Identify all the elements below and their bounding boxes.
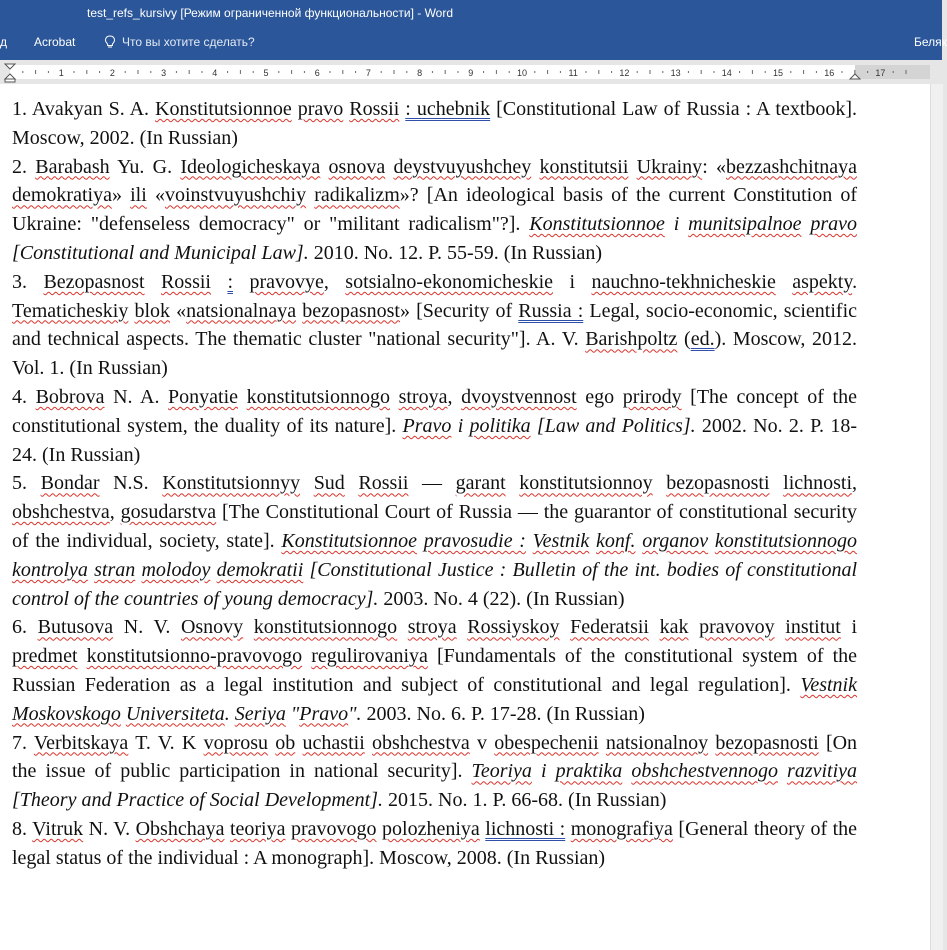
spelling-flagged-word: bezzashchitnaya (726, 155, 858, 178)
spelling-flagged-word: bezopasnosti (666, 472, 770, 495)
spelling-flagged-word: pravo (810, 213, 858, 236)
text-run (211, 271, 227, 293)
text-run (708, 530, 715, 552)
spelling-flagged-word: Barishpoltz (585, 328, 678, 351)
spelling-flagged-word: Ukrainy (636, 155, 703, 178)
text-run (457, 616, 468, 638)
text-run: » (111, 184, 131, 207)
spelling-flagged-word: lichnosti (783, 472, 853, 495)
reference-entry[interactable] (12, 383, 857, 469)
spelling-flagged-word: Sud (313, 472, 345, 495)
spelling-flagged-word: konstitutsionnogo (253, 616, 398, 639)
text-run (770, 472, 784, 494)
spelling-flagged-word: pravo (297, 98, 344, 120)
spelling-flagged-word: Obshchaya (135, 817, 225, 840)
text-run: N. A. (104, 385, 169, 408)
spelling-flagged-word: konf. (596, 529, 636, 552)
text-run: " (285, 702, 300, 725)
text-run: . (852, 270, 858, 293)
text-run (628, 156, 636, 178)
spelling-flagged-word: sotsialno-ekonomicheskie (345, 270, 554, 293)
spelling-flagged-word: deystvuyushchey (393, 155, 532, 178)
spelling-flagged-word: dvoystvennost (461, 385, 577, 408)
spelling-flagged-word: Bezopasnost (43, 270, 145, 293)
text-run: — (408, 472, 456, 495)
spelling-flagged-word: Ponyatie (168, 385, 239, 408)
spelling-flagged-word: konstitutsii (539, 155, 629, 178)
spelling-flagged-word: praktika (555, 760, 623, 783)
text-run (300, 472, 314, 494)
ruler-number: 6 (314, 68, 320, 78)
document-body[interactable] (12, 95, 857, 873)
spelling-flagged-word: natsionalnaya (186, 299, 297, 322)
window-title: test_refs_kursivy [Режим ограниченной функциональности] - Word (87, 6, 454, 20)
text-run: , (447, 385, 462, 408)
spelling-flagged-word: blok (134, 299, 171, 322)
spelling-flagged-word: garant (455, 472, 506, 495)
spelling-flagged-word: Rossii (349, 98, 400, 120)
spelling-flagged-word: Moskovskogo (12, 702, 121, 725)
spelling-flagged-word: konstitutsionno-pravovogo (86, 645, 303, 668)
spelling-flagged-word: Konstitutsionnoe (155, 98, 292, 120)
text-run: [Constitutional Law of Russia : A textbook]. Moscow, 2002. (In Russian) (12, 98, 858, 149)
text-run: [The Constitutional Court of Russia — the guarantor of constitutional security of the individual, society, state]. (12, 501, 857, 552)
grammar-flagged-text: : (227, 270, 233, 293)
text-run: » [Security of (399, 299, 519, 322)
spelling-flagged-word: konstitutsionnogo (714, 529, 858, 552)
text-run: 3. (12, 270, 44, 293)
spelling-flagged-word: bezopasnosti (715, 731, 819, 754)
text-run: i (553, 270, 592, 293)
text-run: i (664, 213, 689, 236)
text-run (417, 530, 424, 552)
text-run: N.S. (99, 472, 163, 495)
spelling-flagged-word: Barabash (35, 155, 110, 178)
ruler-number: 10 (516, 68, 528, 78)
text-run (776, 271, 792, 293)
text-run (306, 184, 314, 206)
grammar-flagged-text: ed. (690, 328, 715, 351)
spelling-flagged-word: Vestnik (800, 673, 857, 696)
spelling-flagged-word: Osnovy (180, 616, 244, 639)
text-run (689, 616, 700, 638)
text-run: : « (702, 155, 726, 178)
ruler-number: 8 (417, 68, 423, 78)
text-run: i (451, 414, 470, 437)
spelling-flagged-word: pravosudie : (423, 529, 526, 552)
spelling-flagged-word: Rossiyskoy (467, 616, 560, 639)
text-run: [Theory and Practice of Social Development]. (12, 789, 384, 812)
tell-me-label: Что вы хотите сделать? (122, 35, 255, 49)
text-run: [General theory of the legal status of the individual : A monograph]. Moscow, 2008. (In Russian) (12, 817, 858, 869)
grammar-flagged-text: lichnosti : (485, 817, 566, 840)
text-run: 1. Avakyan S. A. (12, 98, 156, 120)
text-run: v (469, 731, 495, 754)
text-run (390, 386, 399, 408)
spelling-flagged-word: voprosu (203, 731, 269, 754)
spelling-flagged-word: Bondar (40, 472, 100, 495)
text-run (397, 616, 408, 638)
spelling-flagged-word: Rossii (358, 472, 409, 495)
text-run: . (224, 702, 235, 725)
text-run: 2003. No. 6. P. 17-28. (In Russian) (361, 702, 645, 725)
text-run: ego (576, 385, 623, 408)
spelling-flagged-word: ili (130, 184, 147, 207)
ruler-number: 5 (263, 68, 269, 78)
text-run (233, 271, 249, 293)
text-run (320, 156, 328, 178)
spelling-flagged-word: obespechenii (494, 731, 599, 754)
lightbulb-icon (104, 35, 116, 49)
text-run: ). Moscow, 2012. Vol. 1. (In Russian) (12, 328, 858, 380)
text-run (243, 616, 254, 638)
text-run (526, 530, 533, 552)
text-run: , (323, 270, 346, 293)
text-run: T. V. K (128, 731, 204, 754)
spelling-flagged-word: osnova (328, 155, 386, 178)
text-run: « (170, 299, 187, 322)
text-run (295, 732, 302, 754)
text-run: i (531, 760, 556, 783)
text-run: 7. (12, 731, 34, 754)
left-indent-marker-icon[interactable] (5, 79, 15, 82)
spelling-flagged-word: uchastii (302, 731, 365, 754)
spelling-flagged-word: politika (469, 414, 531, 437)
spelling-flagged-word: Konstitutsionnoe (529, 213, 665, 236)
spelling-flagged-word: kontrolya (12, 558, 88, 581)
text-run (560, 616, 571, 638)
ruler-number: 13 (670, 68, 681, 78)
spelling-flagged-word: Federatsii (570, 616, 649, 639)
text-run: N. V. (113, 616, 181, 639)
text-run: 4. (12, 385, 36, 408)
text-run (622, 760, 631, 782)
spelling-flagged-word: Ideologicheskaya (180, 155, 321, 178)
ruler-right-margin (855, 65, 930, 79)
spelling-flagged-word: Vestnik (532, 529, 590, 552)
text-run: [On the issue of public participation in national security]. (12, 731, 858, 783)
text-run: 8. (12, 817, 33, 840)
text-run: 2010. No. 12. P. 55-59. (In Russian) (308, 241, 603, 264)
reference-entry[interactable] (12, 729, 857, 815)
ribbon-tab-bar (0, 28, 947, 60)
text-run (775, 616, 786, 638)
title-bar (0, 0, 942, 28)
text-run (649, 616, 660, 638)
spelling-flagged-word: stroya (398, 385, 448, 408)
text-run: [Constitutional and Municipal Law]. (12, 241, 309, 264)
ruler-number: 7 (365, 68, 371, 78)
spelling-flagged-word: Konstitutsionnyy (162, 472, 301, 495)
text-run: [Fundamentals of the constitutional system of the Russian Federation as a legal institution and subject of constitutional and legal regulation]. (12, 645, 857, 696)
spelling-flagged-word: munitsipalnoe (688, 213, 802, 236)
spelling-flagged-word: teoriya (229, 817, 286, 840)
spelling-flagged-word: aspekty (792, 270, 853, 293)
text-run: [Constitutional Justice : Bulletin of the int. bodies of constitutional control of the countries of young democracy]. (12, 558, 858, 610)
text-run (365, 732, 372, 754)
reference-entry[interactable] (12, 815, 857, 873)
spelling-flagged-word: razvitiya (787, 760, 858, 783)
spelling-flagged-word: voinstvuyushchiy (164, 184, 307, 207)
ruler-number: 11 (568, 68, 578, 78)
text-run: Yu. G. (109, 155, 181, 178)
spelling-flagged-word: Verbitskaya (33, 731, 129, 754)
text-run (345, 472, 359, 494)
spelling-flagged-word: obshchestva (372, 731, 470, 754)
ruler-number: 3 (161, 68, 167, 78)
text-run: Legal, socio-economic, scientific and technical aspects. The thematic cluster "national security"]. A. V. (12, 299, 858, 351)
text-run: « (146, 184, 165, 207)
spelling-flagged-word: pravovogo (290, 817, 377, 840)
text-run (145, 271, 161, 293)
text-run (78, 645, 87, 667)
spelling-flagged-word: konstitutsionnogo (246, 385, 390, 408)
spelling-flagged-word: regulirovaniya (311, 645, 428, 668)
text-run: 2003. No. 4 (22). (In Russian) (378, 587, 625, 610)
spelling-flagged-word: institut (785, 616, 841, 639)
text-run (506, 472, 520, 494)
spelling-flagged-word: gosudarstva (120, 501, 217, 524)
ruler-number: 2 (109, 68, 115, 78)
text-run: 6. (12, 616, 38, 639)
text-run: , (109, 501, 121, 524)
spelling-flagged-word: stroya (407, 616, 457, 639)
text-run (302, 645, 311, 667)
spelling-flagged-word: predmet (12, 645, 78, 668)
spelling-flagged-word: polozheniya (382, 817, 480, 840)
reference-entry[interactable] (12, 268, 857, 383)
grammar-flagged-text: Russia : (518, 299, 584, 322)
spelling-flagged-word: Vitruk (32, 817, 84, 840)
vertical-scrollbar[interactable] (930, 84, 943, 950)
ruler-number: 14 (721, 68, 732, 78)
text-run: i (840, 616, 858, 639)
spelling-flagged-word: Tematicheskiy (12, 299, 129, 322)
tell-me-search[interactable] (104, 35, 255, 49)
user-account[interactable]: Беляк (914, 35, 947, 49)
text-run: [Law and Politics]. (530, 414, 696, 437)
text-run: [The concept of the constitutional system, the duality of its nature]. (12, 385, 857, 437)
ruler-number: 1 (58, 68, 64, 78)
text-run: N. V. (83, 817, 136, 840)
text-run (778, 760, 787, 782)
spelling-flagged-word: molodoy (141, 558, 211, 581)
text-run (801, 213, 810, 235)
spelling-flagged-word: kak (659, 616, 689, 639)
text-run: 2002. No. 2. P. 18-24. (In Russian) (12, 414, 857, 466)
spelling-flagged-word: demokratii (216, 558, 304, 581)
spelling-flagged-word: Teoriya (471, 760, 532, 783)
text-run: 2. (12, 155, 36, 178)
ruler-number: 15 (772, 68, 784, 78)
spelling-flagged-word: radikalizm (314, 184, 400, 207)
spelling-flagged-word: obshchestvennogo (631, 760, 778, 783)
text-run (599, 732, 606, 754)
spelling-flagged-word: ob (275, 731, 296, 754)
ruler-scale (0, 62, 942, 82)
text-run: 2015. No. 1. P. 66-68. (In Russian) (383, 789, 667, 812)
spelling-flagged-word: natsionalnoy (605, 731, 709, 754)
spelling-flagged-word: pravovye (249, 270, 324, 293)
spelling-flagged-word: Konstitutsionnoe (281, 529, 417, 552)
spelling-flagged-word: Rossii (160, 270, 211, 293)
spelling-flagged-word: konstitutsionnoy (519, 472, 653, 495)
ruler-number: 17 (875, 68, 886, 78)
spelling-flagged-word: Pravo (402, 414, 452, 437)
spelling-flagged-word: organov (642, 529, 709, 552)
tab-acrobat[interactable]: Acrobat (34, 35, 76, 49)
text-run: , (852, 472, 858, 495)
reference-entry[interactable] (12, 613, 857, 728)
spelling-flagged-word: bezopasnost (302, 299, 400, 322)
spelling-flagged-word: nauchno-tekhnicheskie (591, 270, 776, 293)
text-run: ". (348, 702, 362, 725)
spelling-flagged-word: Pravo (299, 702, 349, 725)
spelling-flagged-word: Butusova (37, 616, 114, 639)
spelling-flagged-word: monografiya (570, 817, 673, 840)
spelling-flagged-word: obshchestva (12, 501, 110, 524)
ruler-number: 12 (619, 68, 630, 78)
spelling-flagged-word: pravovoy (699, 616, 775, 639)
reference-entry[interactable] (12, 95, 857, 153)
ribbon-tab-partial[interactable]: д (0, 35, 8, 49)
spelling-flagged-word: stran (94, 558, 136, 581)
grammar-flagged-text: : uchebnik (405, 98, 491, 120)
text-run: »? [An ideological basis of the current Constitution of Ukraine: "defenseless democracy" or "militant radicalism"?]. (12, 184, 858, 236)
spelling-flagged-word: demokratiya (12, 184, 112, 207)
spelling-flagged-word: Bobrova (35, 385, 105, 408)
spelling-flagged-word: Universiteta (125, 702, 225, 725)
text-run (653, 472, 667, 494)
ruler-number: 9 (468, 68, 474, 78)
text-run (238, 386, 247, 408)
reference-entry[interactable] (12, 153, 857, 268)
reference-entry[interactable] (12, 469, 857, 613)
ruler-number: 16 (824, 68, 835, 78)
ruler-number: 4 (212, 68, 218, 78)
spelling-flagged-word: Seriya (234, 702, 286, 725)
text-run: 5. (12, 472, 41, 495)
horizontal-ruler[interactable] (0, 62, 942, 82)
spelling-flagged-word: prirody (622, 385, 682, 408)
text-run: ( (677, 328, 691, 351)
